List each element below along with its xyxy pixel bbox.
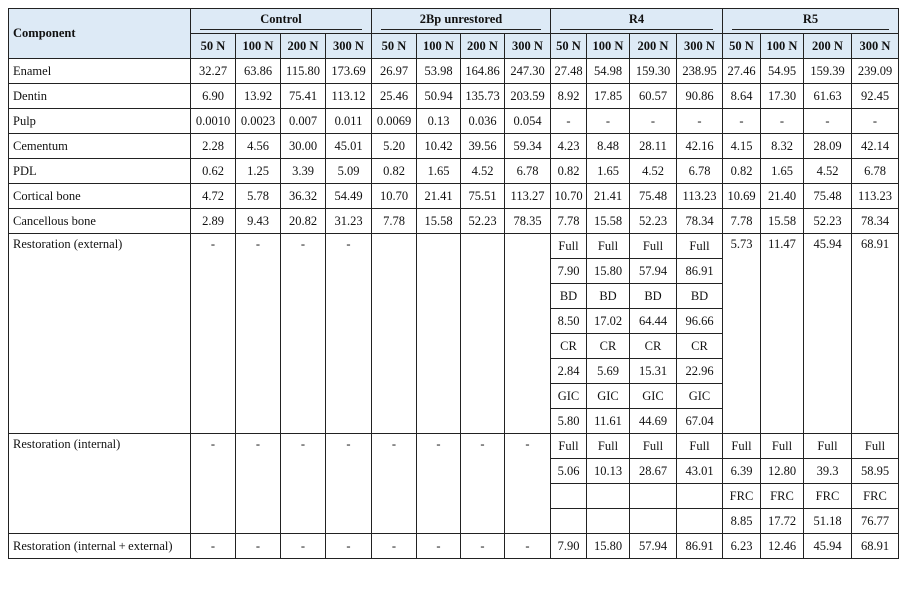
value-cell: 2.84	[551, 359, 587, 384]
value-cell: -	[587, 109, 630, 134]
row-label: Cementum	[9, 134, 191, 159]
value-cell: 113.12	[326, 84, 372, 109]
value-cell: 61.63	[804, 84, 852, 109]
table-row	[9, 59, 899, 84]
value-cell: 39.56	[461, 134, 505, 159]
value-cell: 15.80	[587, 534, 630, 559]
value-cell: 39.3	[804, 459, 852, 484]
component-header: Component	[9, 9, 191, 59]
value-cell: 115.80	[281, 59, 326, 84]
value-cell: 113.23	[677, 184, 723, 209]
value-cell: 0.82	[372, 159, 417, 184]
value-cell: -	[372, 434, 417, 534]
value-cell: 21.40	[761, 184, 804, 209]
value-cell: -	[677, 109, 723, 134]
value-cell: 86.91	[677, 259, 723, 284]
value-cell: -	[461, 434, 505, 534]
value-cell: -	[417, 534, 461, 559]
value-cell: 75.51	[461, 184, 505, 209]
value-cell: 2.89	[191, 209, 236, 234]
value-cell: 1.25	[236, 159, 281, 184]
value-cell: -	[505, 434, 551, 534]
empty-cell	[461, 234, 505, 434]
group-header-r5	[723, 9, 899, 34]
value-cell: 22.96	[677, 359, 723, 384]
value-cell: 4.52	[630, 159, 677, 184]
value-cell: 0.0069	[372, 109, 417, 134]
load-header: 200 N	[461, 34, 505, 59]
value-cell: -	[191, 434, 236, 534]
value-cell: 57.94	[630, 259, 677, 284]
value-cell: 67.04	[677, 409, 723, 434]
value-cell: 5.73	[723, 234, 761, 434]
value-cell: 63.86	[236, 59, 281, 84]
table-row	[9, 184, 899, 209]
table-header	[9, 9, 899, 59]
value-cell: 78.34	[677, 209, 723, 234]
value-cell	[630, 509, 677, 534]
value-cell: 6.23	[723, 534, 761, 559]
value-cell: 8.64	[723, 84, 761, 109]
value-cell: -	[326, 234, 372, 434]
value-cell: 7.78	[551, 209, 587, 234]
value-cell: GIC	[587, 384, 630, 409]
value-cell: 0.0010	[191, 109, 236, 134]
value-cell: FRC	[852, 484, 899, 509]
load-header: 100 N	[587, 34, 630, 59]
value-cell: 27.46	[723, 59, 761, 84]
value-cell: 10.13	[587, 459, 630, 484]
row-label: PDL	[9, 159, 191, 184]
results-table-container	[8, 8, 899, 559]
value-cell: 113.27	[505, 184, 551, 209]
value-cell: 8.50	[551, 309, 587, 334]
value-cell: 17.30	[761, 84, 804, 109]
load-header: 300 N	[505, 34, 551, 59]
value-cell: Full	[630, 234, 677, 259]
value-cell: 8.48	[587, 134, 630, 159]
value-cell: 50.94	[417, 84, 461, 109]
value-cell: 53.98	[417, 59, 461, 84]
value-cell: 15.58	[587, 209, 630, 234]
row-label: Enamel	[9, 59, 191, 84]
value-cell: 9.43	[236, 209, 281, 234]
value-cell: 4.52	[461, 159, 505, 184]
value-cell: 75.48	[804, 184, 852, 209]
value-cell: 42.14	[852, 134, 899, 159]
value-cell: -	[630, 109, 677, 134]
value-cell: 239.09	[852, 59, 899, 84]
value-cell	[677, 484, 723, 509]
load-header: 300 N	[852, 34, 899, 59]
value-cell: 12.80	[761, 459, 804, 484]
value-cell: Full	[723, 434, 761, 459]
value-cell: 4.52	[804, 159, 852, 184]
table-body	[9, 59, 899, 559]
value-cell: -	[191, 534, 236, 559]
value-cell: BD	[551, 284, 587, 309]
value-cell: 11.47	[761, 234, 804, 434]
value-cell: 52.23	[804, 209, 852, 234]
value-cell: Full	[551, 434, 587, 459]
row-label: Restoration (internal + external)	[9, 534, 191, 559]
value-cell: 10.42	[417, 134, 461, 159]
value-cell: 26.97	[372, 59, 417, 84]
value-cell: 90.86	[677, 84, 723, 109]
value-cell: 6.90	[191, 84, 236, 109]
value-cell: 173.69	[326, 59, 372, 84]
value-cell: 51.18	[804, 509, 852, 534]
table-row	[9, 109, 899, 134]
value-cell: BD	[587, 284, 630, 309]
value-cell: 59.34	[505, 134, 551, 159]
value-cell: FRC	[723, 484, 761, 509]
table-row	[9, 209, 899, 234]
value-cell: 96.66	[677, 309, 723, 334]
value-cell: 5.69	[587, 359, 630, 384]
value-cell: 86.91	[677, 534, 723, 559]
row-label: Dentin	[9, 84, 191, 109]
value-cell: 7.78	[723, 209, 761, 234]
value-cell	[551, 484, 587, 509]
group-header-unrestored	[372, 9, 551, 34]
value-cell: 0.0023	[236, 109, 281, 134]
value-cell	[587, 509, 630, 534]
value-cell: -	[191, 234, 236, 434]
value-cell: -	[326, 534, 372, 559]
value-cell: -	[505, 534, 551, 559]
value-cell: Full	[677, 434, 723, 459]
value-cell: 31.23	[326, 209, 372, 234]
value-cell: 54.49	[326, 184, 372, 209]
table-row	[9, 534, 899, 559]
value-cell: 4.56	[236, 134, 281, 159]
value-cell: -	[281, 234, 326, 434]
value-cell: 238.95	[677, 59, 723, 84]
value-cell: 57.94	[630, 534, 677, 559]
value-cell: 17.85	[587, 84, 630, 109]
value-cell: 43.01	[677, 459, 723, 484]
value-cell: CR	[630, 334, 677, 359]
value-cell: 32.27	[191, 59, 236, 84]
value-cell: 5.09	[326, 159, 372, 184]
value-cell: 0.62	[191, 159, 236, 184]
load-header: 200 N	[630, 34, 677, 59]
value-cell: 17.72	[761, 509, 804, 534]
empty-cell	[505, 234, 551, 434]
value-cell: CR	[551, 334, 587, 359]
value-cell: 52.23	[461, 209, 505, 234]
value-cell: 15.31	[630, 359, 677, 384]
value-cell: 54.98	[587, 59, 630, 84]
value-cell: 0.036	[461, 109, 505, 134]
value-cell	[677, 509, 723, 534]
value-cell: 20.82	[281, 209, 326, 234]
load-header: 100 N	[236, 34, 281, 59]
group-header-row	[9, 9, 899, 34]
group-label: R4	[560, 12, 713, 30]
value-cell: -	[852, 109, 899, 134]
value-cell: 30.00	[281, 134, 326, 159]
value-cell: 1.65	[587, 159, 630, 184]
table-row	[9, 234, 899, 259]
value-cell: Full	[852, 434, 899, 459]
value-cell: 45.94	[804, 234, 852, 434]
value-cell: GIC	[630, 384, 677, 409]
group-header-control	[191, 9, 372, 34]
value-cell: Full	[677, 234, 723, 259]
value-cell: GIC	[677, 384, 723, 409]
value-cell: 52.23	[630, 209, 677, 234]
value-cell: 4.72	[191, 184, 236, 209]
value-cell: 4.23	[551, 134, 587, 159]
value-cell: -	[281, 534, 326, 559]
value-cell: 10.70	[372, 184, 417, 209]
row-label: Cortical bone	[9, 184, 191, 209]
load-header: 300 N	[677, 34, 723, 59]
value-cell: 28.11	[630, 134, 677, 159]
value-cell: Full	[587, 434, 630, 459]
value-cell: 21.41	[587, 184, 630, 209]
value-cell: 5.78	[236, 184, 281, 209]
value-cell: Full	[551, 234, 587, 259]
row-label: Pulp	[9, 109, 191, 134]
value-cell: 7.78	[372, 209, 417, 234]
table-row	[9, 159, 899, 184]
value-cell: 7.90	[551, 259, 587, 284]
value-cell: 58.95	[852, 459, 899, 484]
load-header: 50 N	[551, 34, 587, 59]
load-header: 50 N	[372, 34, 417, 59]
value-cell: -	[804, 109, 852, 134]
value-cell: 25.46	[372, 84, 417, 109]
value-cell: 11.61	[587, 409, 630, 434]
value-cell: 1.65	[761, 159, 804, 184]
stress-results-table	[8, 8, 899, 559]
value-cell: Full	[630, 434, 677, 459]
value-cell: 68.91	[852, 234, 899, 434]
value-cell: BD	[630, 284, 677, 309]
table-row	[9, 434, 899, 459]
value-cell: -	[723, 109, 761, 134]
value-cell: Full	[804, 434, 852, 459]
value-cell: 68.91	[852, 534, 899, 559]
group-label: R5	[732, 12, 889, 30]
value-cell: CR	[677, 334, 723, 359]
value-cell: 6.78	[852, 159, 899, 184]
value-cell: -	[551, 109, 587, 134]
value-cell: Full	[761, 434, 804, 459]
value-cell: 1.65	[417, 159, 461, 184]
value-cell	[630, 484, 677, 509]
value-cell: 15.80	[587, 259, 630, 284]
value-cell: FRC	[761, 484, 804, 509]
value-cell: 0.054	[505, 109, 551, 134]
value-cell: 42.16	[677, 134, 723, 159]
value-cell: 159.30	[630, 59, 677, 84]
value-cell: 76.77	[852, 509, 899, 534]
row-label: Restoration (internal)	[9, 434, 191, 534]
value-cell: 2.28	[191, 134, 236, 159]
value-cell: 17.02	[587, 309, 630, 334]
value-cell: 203.59	[505, 84, 551, 109]
group-label: 2Bp unrestored	[381, 12, 541, 30]
value-cell: 45.94	[804, 534, 852, 559]
value-cell: 0.82	[551, 159, 587, 184]
value-cell: 5.20	[372, 134, 417, 159]
value-cell: 5.80	[551, 409, 587, 434]
value-cell: GIC	[551, 384, 587, 409]
value-cell: 8.32	[761, 134, 804, 159]
value-cell: CR	[587, 334, 630, 359]
table-row	[9, 134, 899, 159]
value-cell: 0.007	[281, 109, 326, 134]
value-cell: 36.32	[281, 184, 326, 209]
value-cell: 159.39	[804, 59, 852, 84]
value-cell: 44.69	[630, 409, 677, 434]
value-cell: 6.39	[723, 459, 761, 484]
row-label: Cancellous bone	[9, 209, 191, 234]
value-cell: BD	[677, 284, 723, 309]
value-cell: 78.34	[852, 209, 899, 234]
row-label: Restoration (external)	[9, 234, 191, 434]
value-cell: 8.92	[551, 84, 587, 109]
value-cell: 3.39	[281, 159, 326, 184]
value-cell: 75.48	[630, 184, 677, 209]
value-cell: -	[281, 434, 326, 534]
value-cell: 78.35	[505, 209, 551, 234]
empty-cell	[417, 234, 461, 434]
value-cell: -	[417, 434, 461, 534]
value-cell: 15.58	[761, 209, 804, 234]
value-cell: 28.09	[804, 134, 852, 159]
empty-cell	[372, 234, 417, 434]
value-cell: -	[236, 434, 281, 534]
table-row	[9, 84, 899, 109]
value-cell: 113.23	[852, 184, 899, 209]
value-cell: 21.41	[417, 184, 461, 209]
value-cell: 0.13	[417, 109, 461, 134]
value-cell: -	[761, 109, 804, 134]
value-cell: 0.011	[326, 109, 372, 134]
value-cell: -	[372, 534, 417, 559]
value-cell: -	[326, 434, 372, 534]
value-cell: 0.82	[723, 159, 761, 184]
value-cell: -	[461, 534, 505, 559]
value-cell: FRC	[804, 484, 852, 509]
load-header: 50 N	[723, 34, 761, 59]
value-cell: 164.86	[461, 59, 505, 84]
group-label: Control	[200, 12, 362, 30]
value-cell: 60.57	[630, 84, 677, 109]
group-header-r4	[551, 9, 723, 34]
load-header: 100 N	[417, 34, 461, 59]
value-cell: 12.46	[761, 534, 804, 559]
value-cell: 13.92	[236, 84, 281, 109]
value-cell: -	[236, 234, 281, 434]
load-header: 100 N	[761, 34, 804, 59]
value-cell: 92.45	[852, 84, 899, 109]
value-cell: 8.85	[723, 509, 761, 534]
value-cell: Full	[587, 234, 630, 259]
load-header: 200 N	[281, 34, 326, 59]
value-cell: 7.90	[551, 534, 587, 559]
value-cell: 54.95	[761, 59, 804, 84]
value-cell: 64.44	[630, 309, 677, 334]
value-cell: 28.67	[630, 459, 677, 484]
value-cell: 4.15	[723, 134, 761, 159]
value-cell: 6.78	[505, 159, 551, 184]
value-cell	[551, 509, 587, 534]
value-cell: 10.69	[723, 184, 761, 209]
value-cell	[587, 484, 630, 509]
value-cell: 247.30	[505, 59, 551, 84]
value-cell: -	[236, 534, 281, 559]
value-cell: 6.78	[677, 159, 723, 184]
value-cell: 27.48	[551, 59, 587, 84]
load-header: 300 N	[326, 34, 372, 59]
load-header: 50 N	[191, 34, 236, 59]
value-cell: 75.41	[281, 84, 326, 109]
value-cell: 135.73	[461, 84, 505, 109]
value-cell: 5.06	[551, 459, 587, 484]
value-cell: 10.70	[551, 184, 587, 209]
value-cell: 45.01	[326, 134, 372, 159]
value-cell: 15.58	[417, 209, 461, 234]
load-header: 200 N	[804, 34, 852, 59]
